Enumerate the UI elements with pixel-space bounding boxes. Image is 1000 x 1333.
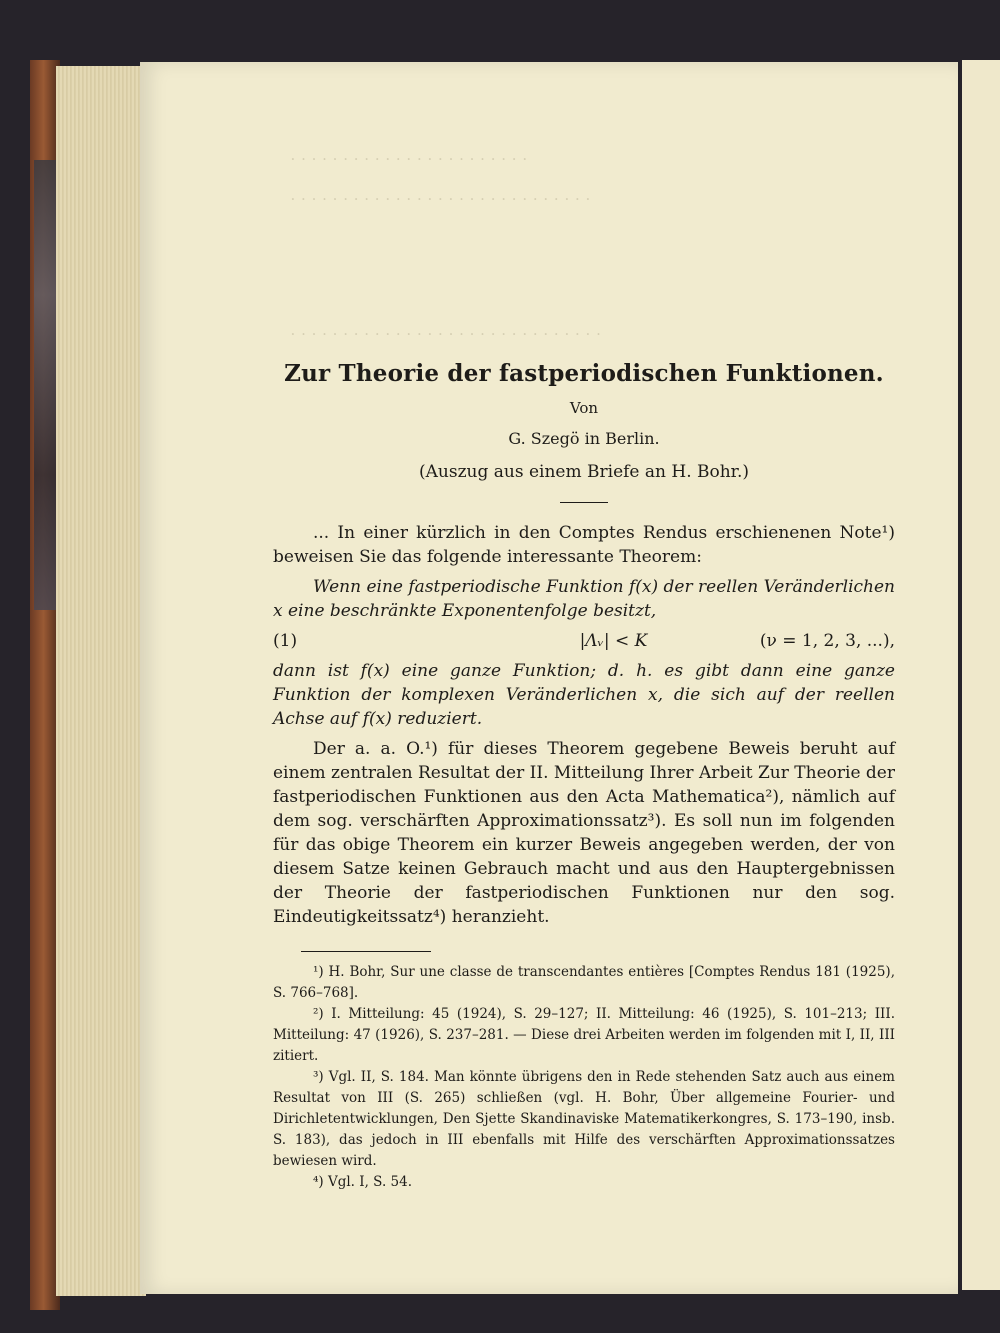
footnotes	[273, 962, 895, 1193]
theorem-statement: Wenn eine fastperiodische Funktion f(x) der reellen Veränderlichen x eine beschränkte Exponentenfolge besitzt,	[273, 577, 895, 621]
formula-range: (ν = 1, 2, 3, ...),	[759, 631, 895, 651]
theorem-conclusion: dann ist f(x) eine ganze Funktion; d. h. es gibt dann eine ganze Funktion der komplexen Veränderlichen x, die sich auf der reellen Achse auf f(x) reduziert.	[273, 661, 895, 729]
author-line: G. Szegö in Berlin.	[508, 429, 660, 448]
formula-main: |Λᵥ| < K	[579, 631, 648, 651]
article	[273, 360, 895, 1193]
footnote-3: ³) Vgl. II, S. 184. Man könnte übrigens den in Rede stehenden Satz auch aus einem Resultat von III (S. 265) schließen (vgl. H. Bohr, Über allgemeine Fourier- und Dirichletentwicklungen, Den Sjette Skandinaviske Matematikerkongres, S. 173–190, insb. S. 183), das jedoch in III ebenfalls mit Hilfe des verschärften Approximationssatzes bewiesen wird.	[273, 1069, 895, 1169]
byline-von: Von	[569, 399, 599, 417]
next-page-edge	[962, 60, 1000, 1290]
page-edges	[56, 66, 146, 1296]
proof-paragraph: Der a. a. O.¹) für dieses Theorem gegebene Beweis beruht auf einem zentralen Resultat der II. Mitteilung Ihrer Arbeit Zur Theorie der fastperiodischen Funktionen aus den Acta Mathematica²), nämlich auf dem sog. verschärften Approximationssatz³). Es soll nun im folgenden für das obige Theorem ein kurzer Beweis angegeben werden, der von diesem Satze keinen Gebrauch macht und aus den Hauptergebnissen der Theorie der fastperiodischen Funktionen nur den sog. Eindeutigkeitssatz⁴) heranzieht.	[273, 739, 895, 927]
show-through-text: · · · · · · · · · · · · · · · · · · · · · · · · · · · · · ·	[290, 325, 601, 343]
formula-1	[273, 629, 895, 653]
show-through-text: · · · · · · · · · · · · · · · · · · · · · · ·	[290, 150, 528, 168]
spine-marbled-band	[34, 160, 58, 610]
footnote-2: ²) I. Mitteilung: 45 (1924), S. 29–127; II. Mitteilung: 46 (1925), S. 101–213; III. Mitteilung: 47 (1926), S. 237–281. — Diese drei Arbeiten werden im folgenden mit I, II, III zitiert.	[273, 1006, 895, 1064]
excerpt-line: (Auszug aus einem Briefe an H. Bohr.)	[419, 462, 749, 482]
footnote-rule	[301, 951, 431, 952]
footnote-1: ¹) H. Bohr, Sur une classe de transcendantes entières [Comptes Rendus 181 (1925), S. 766–768].	[273, 964, 895, 1001]
intro-paragraph: ... In einer kürzlich in den Comptes Rendus erschienenen Note¹) beweisen Sie das folgende interessante Theorem:	[273, 523, 895, 567]
show-through-text: · · · · · · · · · · · · · · · · · · · · · · · · · · · · ·	[290, 190, 591, 208]
article-title: Zur Theorie der fastperiodischen Funktionen.	[284, 360, 884, 387]
title-rule	[560, 502, 608, 503]
formula-label: (1)	[273, 631, 298, 651]
footnote-4: ⁴) Vgl. I, S. 54.	[313, 1174, 412, 1190]
